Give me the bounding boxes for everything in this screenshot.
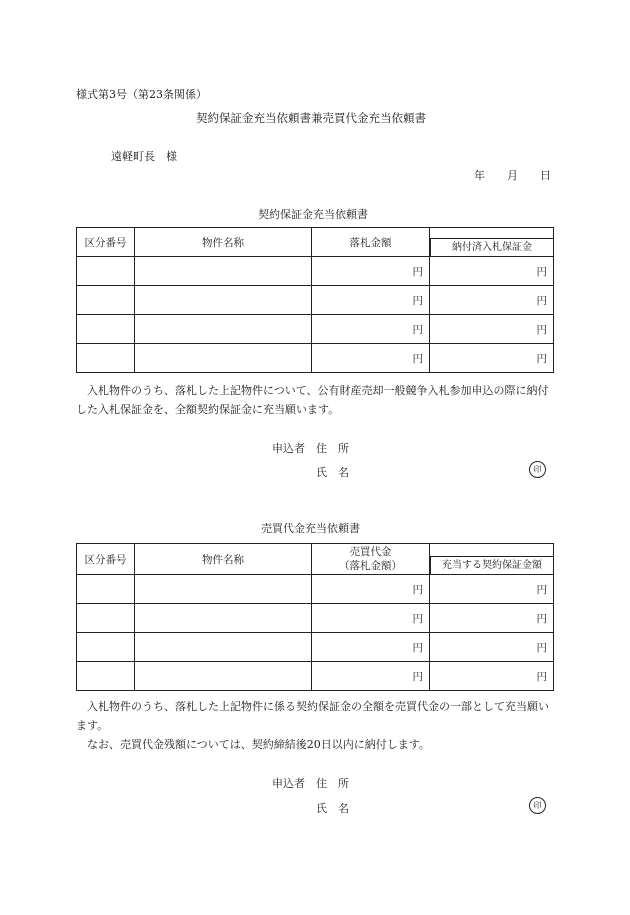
table-header-row xyxy=(77,544,554,575)
header-winning-bid: 落札金額 xyxy=(312,228,430,257)
amount-cell[interactable]: 円 xyxy=(312,633,430,662)
amount-cell[interactable]: 円 xyxy=(430,575,554,604)
input-cell[interactable] xyxy=(135,257,312,286)
amount-cell[interactable]: 円 xyxy=(312,575,430,604)
amount-cell[interactable]: 円 xyxy=(312,344,430,373)
header-sale-price-line1: 売買代金 xyxy=(349,546,392,558)
input-cell[interactable] xyxy=(77,315,135,344)
input-cell[interactable] xyxy=(77,257,135,286)
amount-cell[interactable]: 円 xyxy=(312,662,430,691)
guarantee-table xyxy=(76,227,554,373)
table-row xyxy=(77,315,554,344)
amount-cell[interactable]: 円 xyxy=(312,286,430,315)
table-row xyxy=(77,575,554,604)
input-cell[interactable] xyxy=(135,575,312,604)
amount-cell[interactable]: 円 xyxy=(312,604,430,633)
section1-paragraph: 入札物件のうち、落札した上記物件について、公有財産売却一般競争入札参加申込の際に納付した入札保証金を、全額契約保証金に充当願います。 xyxy=(76,384,549,416)
input-cell[interactable] xyxy=(77,662,135,691)
document-title: 契約保証金充当依頼書兼売買代金充当依頼書 xyxy=(196,111,426,125)
input-cell[interactable] xyxy=(135,315,312,344)
amount-cell[interactable]: 円 xyxy=(430,344,554,373)
amount-cell[interactable]: 円 xyxy=(430,286,554,315)
table-row xyxy=(77,633,554,662)
amount-cell[interactable]: 円 xyxy=(312,315,430,344)
amount-cell[interactable]: 円 xyxy=(430,633,554,662)
input-cell[interactable] xyxy=(77,604,135,633)
amount-cell[interactable]: 円 xyxy=(312,257,430,286)
sale-price-table xyxy=(76,543,554,691)
header-sale-price-line2: （落札金額） xyxy=(339,560,402,572)
section2-paragraph2: なお、売買代金残額については、契約締結後20日以内に納付します。 xyxy=(87,738,430,751)
section2-paragraph1: 入札物件のうち、落札した上記物件に係る契約保証金の全額を売買代金の一部として充当願います。 xyxy=(76,700,549,732)
amount-cell[interactable]: 円 xyxy=(430,315,554,344)
input-cell[interactable] xyxy=(77,633,135,662)
header-section-number: 区分番号 xyxy=(77,228,135,257)
input-cell[interactable] xyxy=(77,344,135,373)
addressee: 遠軽町長 様 xyxy=(111,150,177,163)
seal-icon: 印 xyxy=(529,461,546,478)
table-header-row xyxy=(77,228,554,257)
header-item-name: 物件名称 xyxy=(135,544,312,575)
input-cell[interactable] xyxy=(135,344,312,373)
amount-cell[interactable]: 円 xyxy=(430,662,554,691)
amount-cell[interactable]: 円 xyxy=(430,604,554,633)
date-line: 年 月 日 xyxy=(474,169,551,182)
section1-title: 契約保証金充当依頼書 xyxy=(258,208,368,221)
header-item-name: 物件名称 xyxy=(135,228,312,257)
input-cell[interactable] xyxy=(135,604,312,633)
section1-applicant-address: 申込者 住 所 xyxy=(272,442,349,455)
header-section-number: 区分番号 xyxy=(77,544,135,575)
section2-title: 売買代金充当依頼書 xyxy=(261,522,360,535)
input-cell[interactable] xyxy=(135,286,312,315)
table-row xyxy=(77,344,554,373)
section2-applicant-name: 氏 名 xyxy=(316,802,349,815)
seal-icon: 印 xyxy=(529,797,546,814)
input-cell[interactable] xyxy=(135,662,312,691)
table-row xyxy=(77,286,554,315)
table-row xyxy=(77,257,554,286)
table-row xyxy=(77,662,554,691)
amount-cell[interactable]: 円 xyxy=(430,257,554,286)
input-cell[interactable] xyxy=(77,575,135,604)
section2-applicant-address: 申込者 住 所 xyxy=(272,777,349,790)
section1-applicant-name: 氏 名 xyxy=(316,466,349,479)
input-cell[interactable] xyxy=(135,633,312,662)
header-sale-price xyxy=(312,544,430,575)
table-row xyxy=(77,604,554,633)
header-applied-deposit: 充当する契約保証金額 xyxy=(430,556,553,574)
header-paid-deposit: 納付済入札保証金 xyxy=(430,238,553,256)
form-label: 様式第3号（第23条関係） xyxy=(76,88,207,101)
input-cell[interactable] xyxy=(77,286,135,315)
